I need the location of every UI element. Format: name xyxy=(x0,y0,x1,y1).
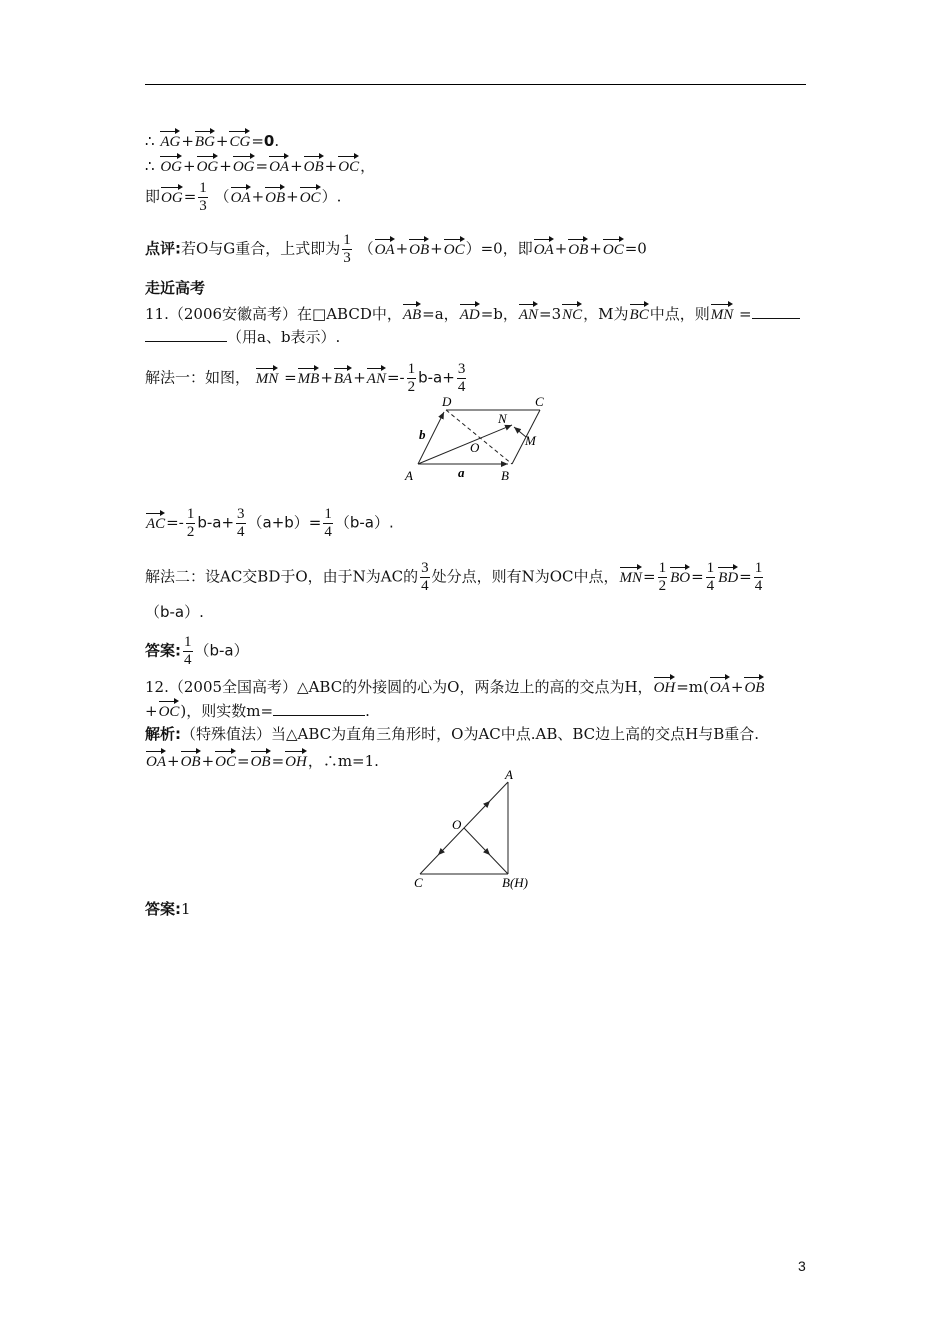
ac-mid: b-a+ xyxy=(197,513,235,532)
vector-mn: MN xyxy=(711,301,734,322)
answer-12 xyxy=(145,898,191,920)
fraction-one-half xyxy=(407,361,417,396)
sol2-mid: 处分点，则有N为OC中点， xyxy=(431,567,619,586)
question-12-cont: +OC)，则实数m= . xyxy=(145,698,370,722)
numerator: 1 xyxy=(199,180,207,196)
label-b-vec: b xyxy=(419,427,426,442)
ji-prefix: 即 xyxy=(145,187,161,206)
paren-close: ）. xyxy=(321,187,342,206)
vector-oc: OC xyxy=(338,153,359,174)
denominator: 4 xyxy=(706,578,715,594)
q11-m: ，M为 xyxy=(583,305,629,323)
equals: = xyxy=(739,567,752,586)
denominator: 2 xyxy=(186,524,195,540)
fraction-one-quarter xyxy=(706,560,716,595)
analysis-text: （特殊值法）当△ABC为直角三角形时，O为AC中点.AB、BC边上高的交点H与B重合. xyxy=(181,725,760,743)
label-o: O xyxy=(452,817,462,832)
equals: = xyxy=(251,132,264,150)
fraction-one-third xyxy=(198,180,208,215)
solution-2 xyxy=(145,560,765,595)
analysis xyxy=(145,723,759,745)
vector-cg: CG xyxy=(229,128,250,149)
denominator: 4 xyxy=(324,524,332,540)
label-a: A xyxy=(405,468,413,483)
section-title: 走近高考 xyxy=(145,279,206,297)
solution-1: 解法一：如图， MN =MB+BA+AN=- $\frac{1}{2}$ b-a+ $\frac{3}{4}$ xyxy=(145,361,466,395)
analysis-cont: OA+OB+OC=OB=OH，∴m=1. xyxy=(145,748,379,772)
q11-parallelogram: □ABCD中， xyxy=(312,305,402,323)
line-ac-result xyxy=(145,506,394,541)
review-end: =0 xyxy=(624,239,647,258)
vector-oh: OH xyxy=(285,748,307,769)
triangle-figure xyxy=(408,768,548,890)
label-a: A xyxy=(505,768,513,782)
vector-oa: OA xyxy=(534,236,554,257)
numerator: 3 xyxy=(421,560,429,576)
equals: = xyxy=(643,567,656,586)
vector-ob: OB xyxy=(304,153,324,174)
denominator: 3 xyxy=(199,198,207,214)
label-b-h: B(H) xyxy=(502,875,528,890)
answer-label: 答案: xyxy=(145,641,181,660)
analysis-end: ，∴m=1. xyxy=(307,752,379,770)
equals: = xyxy=(739,305,752,323)
vector-ag: AG xyxy=(160,128,180,149)
sol1-mid: b-a+ xyxy=(418,368,455,387)
diagonal-ac xyxy=(418,425,512,464)
denominator: 2 xyxy=(658,578,667,594)
parallelogram-figure xyxy=(400,392,560,484)
numerator: 1 xyxy=(706,560,715,576)
equals-minus: =- xyxy=(386,368,405,387)
question-11 xyxy=(145,301,800,325)
vector-ad: AD xyxy=(460,301,480,322)
vector-ac: AC xyxy=(146,510,165,531)
fraction-one-half xyxy=(186,506,196,541)
fraction-three-quarters xyxy=(420,560,430,595)
vector-an: AN xyxy=(367,365,386,386)
paren-open: （ xyxy=(358,239,374,258)
vector-bd: BD xyxy=(718,564,738,585)
numerator: 3 xyxy=(237,506,245,522)
therefore-symbol: ∴ xyxy=(145,157,155,175)
vector-oa: OA xyxy=(710,674,730,695)
ac-end: （b-a）. xyxy=(334,513,394,532)
vector-ob: OB xyxy=(251,748,271,769)
period: . xyxy=(274,132,280,150)
q12-prefix: 12.（2005全国高考）△ABC的外接圆的心为O，两条边上的高的交点为H， xyxy=(145,678,653,696)
denominator: 3 xyxy=(343,250,351,266)
vector-oc: OC xyxy=(215,748,236,769)
fraction-one-quarter xyxy=(323,506,333,541)
line-og-result: 即OG= $\frac{1}{3}$ （OA+OB+OC）. xyxy=(145,180,342,214)
numerator: 1 xyxy=(754,560,763,576)
equals: = xyxy=(691,567,704,586)
fraction-one-quarter xyxy=(183,634,193,669)
vector-mn: MN xyxy=(256,365,279,386)
answer-label: 答案: xyxy=(145,900,181,918)
q11-suffix: （用a、b表示）. xyxy=(227,328,341,346)
review-text: 若O与G重合，上式即为 xyxy=(181,239,341,258)
equals-minus: =- xyxy=(166,513,184,532)
review-close: ）=0，即 xyxy=(465,239,533,258)
q11-a: =a， xyxy=(422,305,459,323)
vector-ob: OB xyxy=(181,748,201,769)
vector-bg: BG xyxy=(195,128,215,149)
vector-ob: OB xyxy=(744,674,764,695)
sol1-prefix: 解法一：如图， xyxy=(145,368,251,387)
q11-mid: 中点，则 xyxy=(649,305,710,323)
answer-blank xyxy=(752,304,800,319)
vector-nc: NC xyxy=(562,301,582,322)
answer-value: （b-a） xyxy=(194,641,249,660)
vector-mn: MN xyxy=(620,564,643,585)
therefore-symbol: ∴ xyxy=(145,132,155,150)
vector-mb: MB xyxy=(298,365,320,386)
numerator: 3 xyxy=(457,361,466,377)
comma: ， xyxy=(360,157,376,175)
line-og-sum: ∴ OG+OG+OG=OA+OB+OC， xyxy=(145,153,375,177)
answer-11 xyxy=(145,634,249,669)
label-d: D xyxy=(442,394,452,409)
answer-blank xyxy=(145,327,227,342)
label-n: N xyxy=(498,411,507,426)
label-o: O xyxy=(470,440,480,455)
fraction-three-quarters xyxy=(457,361,467,396)
denominator: 2 xyxy=(407,379,416,395)
denominator: 4 xyxy=(421,578,429,594)
vector-ob: OB xyxy=(568,236,588,257)
vector-og: OG xyxy=(233,153,255,174)
vector-bc: BC xyxy=(630,301,649,322)
segment-ob xyxy=(464,828,508,874)
numerator: 1 xyxy=(407,361,416,377)
vector-oa: OA xyxy=(375,236,395,257)
numerator: 1 xyxy=(324,506,332,522)
review-label: 点评: xyxy=(145,239,181,258)
vector-oc: OC xyxy=(444,236,465,257)
analysis-label: 解析: xyxy=(145,725,181,743)
q12-eq: =m( xyxy=(676,678,709,696)
denominator: 4 xyxy=(237,524,245,540)
question-11-cont xyxy=(145,326,340,348)
vector-og: OG xyxy=(160,153,182,174)
zero-vector: 0 xyxy=(263,132,275,150)
label-c: C xyxy=(535,394,544,409)
numerator: 1 xyxy=(184,634,192,650)
vector-oc: OC xyxy=(603,236,624,257)
numerator: 1 xyxy=(658,560,667,576)
solution-2-cont: （b-a）. xyxy=(145,603,204,621)
fraction-one-third xyxy=(342,232,352,267)
q11-b: =b， xyxy=(480,305,518,323)
vector-ba: BA xyxy=(334,365,352,386)
vector-og: OG xyxy=(197,153,219,174)
q11-an: =3 xyxy=(539,305,562,323)
period: . xyxy=(365,702,370,720)
fraction-one-half xyxy=(658,560,668,595)
label-a-vec: a xyxy=(458,465,465,480)
label-b: B xyxy=(501,468,509,483)
vector-og: OG xyxy=(161,184,183,205)
denominator: 4 xyxy=(457,379,466,395)
ac-ab: （a+b）= xyxy=(247,513,322,532)
vector-oc: OC xyxy=(300,184,321,205)
q12-cont: )，则实数m= xyxy=(180,702,274,720)
numerator: 1 xyxy=(343,232,351,248)
vector-ob: OB xyxy=(409,236,429,257)
sol2-prefix: 解法二：设AC交BD于O，由于N为AC的 xyxy=(145,567,419,586)
vector-an: AN xyxy=(519,301,538,322)
vector-oh: OH xyxy=(654,674,676,695)
label-m: M xyxy=(525,433,536,448)
vector-ab: AB xyxy=(403,301,421,322)
vector-oa: OA xyxy=(269,153,289,174)
denominator: 4 xyxy=(184,652,192,668)
denominator: 4 xyxy=(754,578,763,594)
question-12: 12.（2005全国高考）△ABC的外接圆的心为O，两条边上的高的交点为H，OH=m(OA+OB xyxy=(145,674,765,698)
page-number: 3 xyxy=(798,1258,806,1274)
answer-blank xyxy=(273,701,365,716)
line-sum-ag-bg-cg: ∴ AG+BG+CG=0. xyxy=(145,128,279,152)
vector-oa: OA xyxy=(146,748,166,769)
vector-ob: OB xyxy=(265,184,285,205)
header-rule xyxy=(145,84,806,85)
answer-value: 1 xyxy=(181,900,191,918)
vector-bo: BO xyxy=(670,564,690,585)
fraction-three-quarters xyxy=(236,506,246,541)
label-c: C xyxy=(414,875,423,890)
vector-oc: OC xyxy=(159,698,180,719)
paren-open: （ xyxy=(214,187,230,206)
fraction-one-quarter xyxy=(754,560,764,595)
numerator: 1 xyxy=(186,506,195,522)
line-review: 点评:若O与G重合，上式即为 $\frac{1}{3}$ （OA+OB+OC）=0，即OA+OB+OC=0 xyxy=(145,232,647,266)
q11-prefix: 11.（2006安徽高考）在 xyxy=(145,305,313,323)
vector-oa: OA xyxy=(231,184,251,205)
